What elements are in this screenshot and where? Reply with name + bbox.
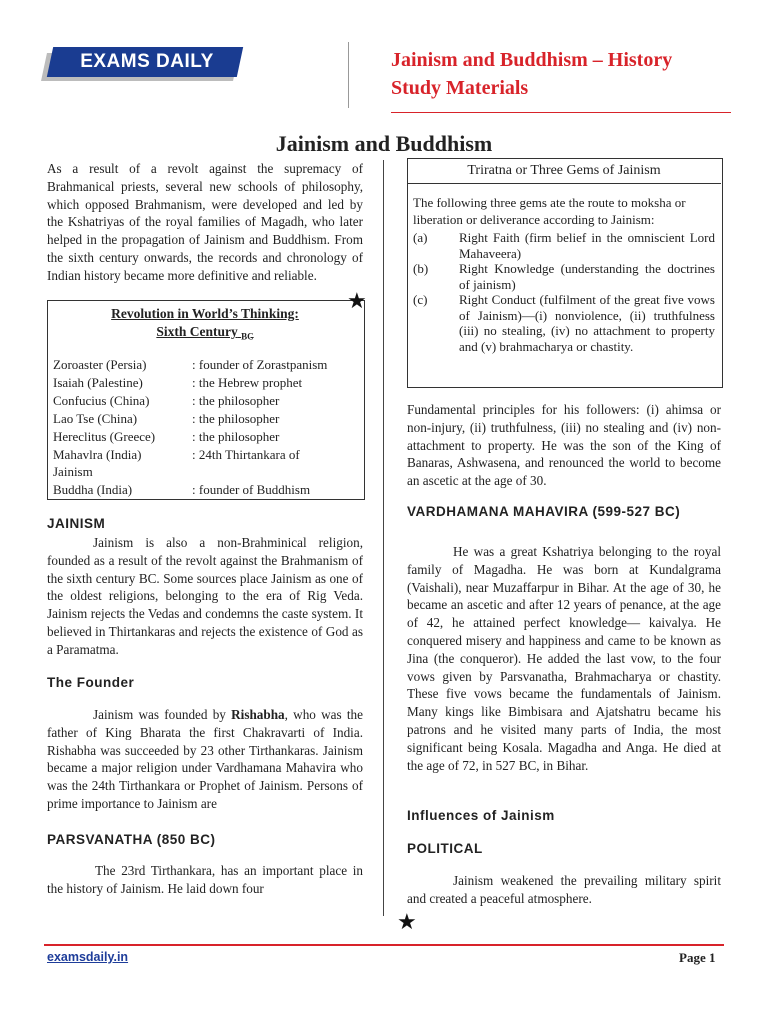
header-divider xyxy=(348,42,349,108)
triratna-title: Triratna or Three Gems of Jainism xyxy=(407,158,721,184)
vardhamana-heading: VARDHAMANA MAHAVIRA (599-527 BC) xyxy=(407,504,681,519)
influences-heading: Influences of Jainism xyxy=(407,808,555,823)
row-person: Lao Tse (China) xyxy=(53,411,138,426)
column-divider xyxy=(383,160,384,916)
row-person: Confucius (China) xyxy=(53,393,150,408)
item-text: Right Conduct (fulfilment of the great five vows of Jainism)—(i) nonviolence, (ii) truthfulness (iii) no stealing, (iv) no attachment to property and (v) brahmacharya or chastity. xyxy=(459,292,715,354)
parsvanatha-heading: PARSVANATHA (850 BC) xyxy=(47,832,216,847)
founder-paragraph xyxy=(47,706,363,813)
row-role: : founder of Buddhism xyxy=(192,482,311,497)
founder-text-2: , who was the father of King Bharata the first Chakravarti of India. Rishabha was succeeded by 23 other Tirthankaras. Jainism became a major religion under Vardhamana Mahavira who was the 24th Tirthankara or Prophet of Jainism. Persons of prime importance to Jainism are xyxy=(47,707,363,811)
revolution-subtitle-text: Sixth Century xyxy=(156,324,238,339)
founder-text-1: Jainism was founded by xyxy=(93,707,232,722)
vardhamana-paragraph: He was a great Kshatriya belonging to the royal family of Magadha. He was born at Kundalgrama (Vaishali), near Muzaffarpur in Bihar. At the age of 30, he became an ascetic and after 12 years of penance, at the age of 42, he attained perfect knowledge— kaivalya. He conquered misery and happiness and came to be known as Jina (the conqueror). He added the last vow, to the four vows given by Parsvanatha, Brahmacharya or chastity. These five vows became the fundamentals of Jainism. Many kings like Bimbisara and Ajatshatru became his patrons and he visited many parts of India, the most significant being Kosala. Magadha and Anga. He died at the age of 72, in 527 BC, in Bihar. xyxy=(407,544,721,773)
row-person: Jainism xyxy=(53,464,93,479)
row-role: : the philosopher xyxy=(192,393,280,408)
revolution-title: Revolution in World’s Thinking: xyxy=(111,306,299,321)
row-person: Hereclitus (Greece) xyxy=(53,429,156,444)
row-role: : the Hebrew prophet xyxy=(192,375,303,390)
row-role: : the philosopher xyxy=(192,429,280,444)
logo-text: EXAMS DAILY xyxy=(80,51,214,72)
header-title-line2: Study Materials xyxy=(391,77,529,99)
revolution-subtitle xyxy=(47,324,363,342)
political-heading: POLITICAL xyxy=(407,841,483,856)
star-icon: ★ xyxy=(397,909,417,934)
principles-paragraph: Fundamental principles for his followers: (i) ahimsa or non-injury, (ii) truthfulness, (iii) no stealing and (iv) non-attachment to property. He was the son of the King of Banaras, Ashwasena, and renounced the world to become an ascetic at the age of 30. xyxy=(407,402,721,489)
page-number: Page 1 xyxy=(679,950,716,965)
row-person: Buddha (India) xyxy=(53,482,133,497)
item-marker: (c) xyxy=(413,292,428,307)
row-person: Mahavlra (India) xyxy=(53,447,142,462)
founder-name: Rishabha xyxy=(231,707,285,722)
footer-divider xyxy=(44,944,724,946)
item-marker: (a) xyxy=(413,230,428,245)
header-underline xyxy=(391,112,731,113)
footer-link[interactable]: examsdaily.in xyxy=(47,950,129,964)
item-text: Right Faith (firm belief in the omniscient Lord Mahaveera) xyxy=(459,230,715,261)
intro-paragraph: As a result of a revolt against the supremacy of Brahmanical priests, several new schools of philosophy, which opposed Brahmanism, were developed and led by the Kshatriyas of the royal families of Magadh, who later helped in the propagation of Jainism and Buddhism. From the sixth century onwards, the records and chronology of Indian history became more definitive and reliable. xyxy=(47,161,363,283)
jainism-heading: JAINISM xyxy=(47,516,106,531)
triratna-intro: The following three gems ate the route to moksha or liberation or deliverance according to Jainism: xyxy=(413,195,686,227)
star-icon: ★ xyxy=(347,288,367,313)
item-marker: (b) xyxy=(413,261,429,276)
founder-heading: The Founder xyxy=(47,675,135,690)
row-person: Zoroaster (Persia) xyxy=(53,357,147,372)
revolution-subtitle-sub: BC xyxy=(241,331,254,342)
parsvanatha-paragraph: The 23rd Tirthankara, has an important place in the history of Jainism. He laid down four xyxy=(47,863,363,896)
row-role: : 24th Thirtankara of xyxy=(192,447,300,462)
page-title: Jainism and Buddhism xyxy=(275,131,493,156)
header-title xyxy=(391,46,751,102)
header-title-line1: Jainism and Buddhism – History xyxy=(391,49,673,71)
row-role: : the philosopher xyxy=(192,411,280,426)
item-text: Right Knowledge (understanding the doctrines of jainism) xyxy=(459,261,715,292)
jainism-paragraph: Jainism is also a non-Brahminical religion, founded as a result of the revolt against the Brahmanism of the sixth century BC. Some sources place Jainism as one of the oldest religions, belonging to the era of Rig Veda. Jainism rejects the Vedas and condemns the caste system. It believed in Thirtankaras and rejects the existence of God as a Paramatma. xyxy=(47,535,363,657)
row-person: Isaiah (Palestine) xyxy=(53,375,143,390)
row-role: : founder of Zorastpanism xyxy=(192,357,328,372)
political-paragraph: Jainism weakened the prevailing military spirit and created a peaceful atmosphere. xyxy=(407,873,721,906)
